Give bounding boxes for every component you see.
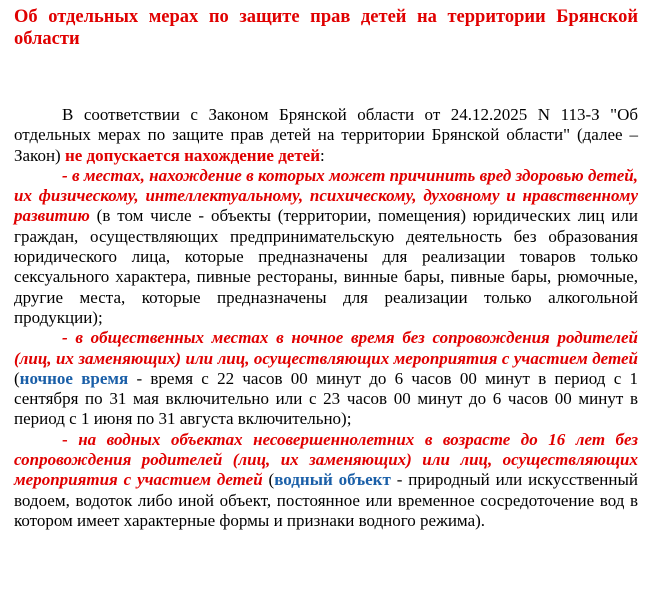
document-title: Об отдельных мерах по защите прав детей на территории Брянской области	[14, 7, 638, 49]
item1-text: (в том числе - объекты (территории, помещения) юридических лиц или граждан, осуществляющих предпринимательскую деятельность без образования юридического лица, которые предназначены для реализации товаров только сексуального характера, пивные рестораны, винные бары, пивные бары, рюмочные, другие места, которые предназначены для реализации только алкогольной продукции);	[14, 206, 638, 327]
intro-end: :	[320, 145, 325, 165]
item3-open: (	[262, 470, 275, 490]
item2-highlight: в общественных местах в ночное время без сопровождения родителей (лиц, их заменяющих) или лиц, осуществляющих мероприятия с участием детей	[14, 328, 638, 368]
item2-term: ночное время	[19, 368, 129, 388]
item3-text: - природный или искусственный водоем, водоток либо иной объект, постоянное или временное сосредоточение вод в котором имеет характерные формы и признаки водного режима).	[14, 470, 639, 530]
list-item-places	[14, 166, 638, 328]
item2-text: - время с 22 часов 00 минут до 6 часов 00 минут в период с 1 сентября по 31 мая включительно или с 23 часов 00 минут до 6 часов 00 минут в период с 1 июня по 31 августа включительно);	[14, 368, 639, 429]
item1-dash: -	[62, 165, 72, 185]
intro-bold-text: не допускается нахождение детей	[64, 145, 321, 165]
intro-text: В соответствии с Законом Брянской области от 24.12.2025 N 113-З "Об отдельных мерах по защите прав детей на территории Брянской области" (далее – Закон)	[14, 105, 638, 165]
intro-paragraph	[14, 105, 638, 166]
item2-dash: -	[62, 328, 76, 348]
list-item-water	[14, 430, 638, 531]
item2-open: (	[14, 368, 20, 388]
item1-highlight: в местах, нахождение в которых может причинить вред здоровью детей, их физическому, интеллектуальному, психическому, духовному и нравственному развитию	[14, 165, 638, 226]
item3-dash: -	[62, 429, 79, 449]
list-item-night	[14, 328, 638, 429]
item3-term: водный объект	[274, 470, 391, 490]
item3-highlight: на водных объектах несовершеннолетних в возрасте до 16 лет без сопровождения родителей (лиц, их заменяющих) или лиц, осуществляющих мероприятия с участием детей	[14, 429, 638, 490]
